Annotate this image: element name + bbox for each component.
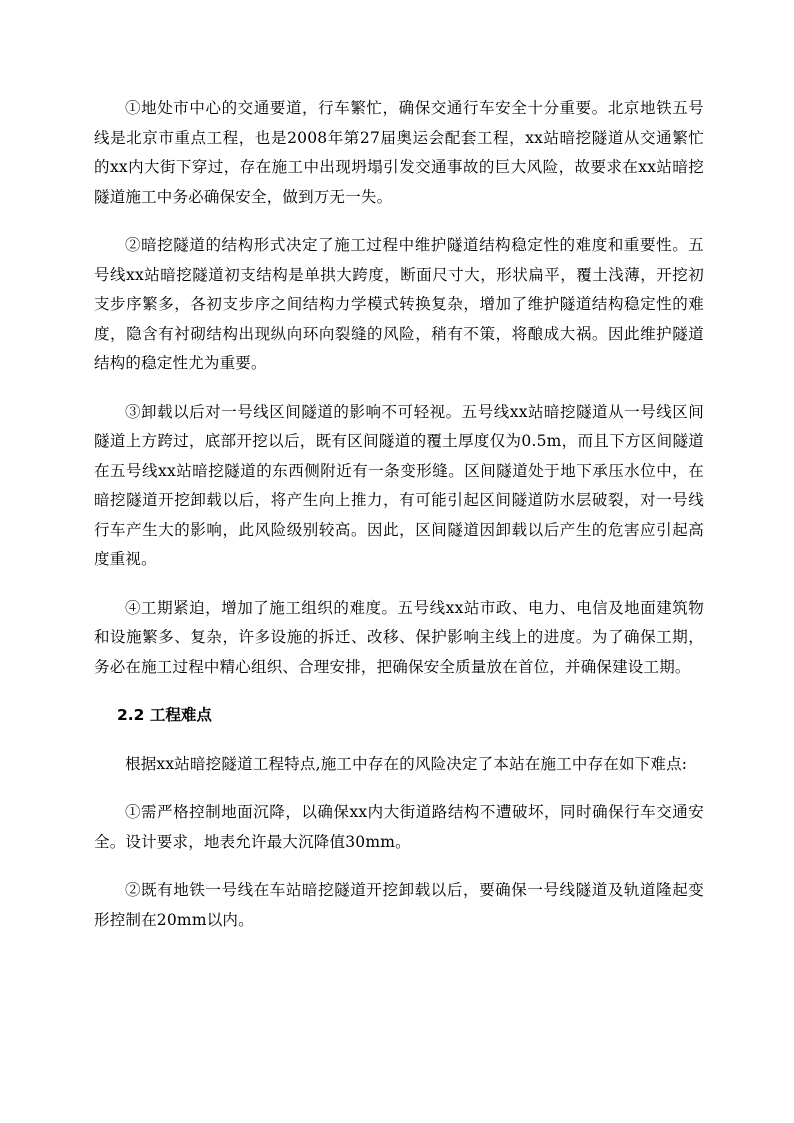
paragraph-traffic-safety: ①地处市中心的交通要道，行车繁忙，确保交通行车安全十分重要。北京地铁五号线是北京市重点工程，也是2008年第27届奥运会配套工程，xx站暗挖隧道从交通繁忙的xx内大街下穿过，存在施工中出现坍塌引发交通事故的巨大风险，故要求在xx站暗挖隧道施工中务必确保安全，做到万无一失。 bbox=[94, 99, 704, 206]
paragraph-difficulties-intro: 根据xx站暗挖隧道工程特点,施工中存在的风险决定了本站在施工中存在如下难点: bbox=[125, 754, 688, 773]
document-page bbox=[94, 94, 704, 935]
paragraph-uplift-control: ②既有地铁一号线在车站暗挖隧道开挖卸载以后，要确保一号线隧道及轨道隆起变形控制在20mm以内。 bbox=[94, 881, 704, 929]
paragraph-structure-stability: ②暗挖隧道的结构形式决定了施工过程中维护隧道结构稳定性的难度和重要性。五号线xx站暗挖隧道初支结构是单拱大跨度，断面尺寸大，形状扁平，覆土浅薄，开挖初支步序繁多，各初支步序之间结构力学模式转换复杂，增加了维护隧道结构稳定性的难度，隐含有衬砌结构出现纵向环向裂缝的风险，稍有不策，将酿成大祸。因此维护隧道结构的稳定性尤为重要。 bbox=[94, 236, 704, 372]
paragraph-gap bbox=[94, 575, 704, 594]
paragraph-gap bbox=[94, 731, 704, 750]
paragraph-gap bbox=[94, 212, 704, 231]
paragraph-gap bbox=[94, 779, 704, 798]
paragraph-gap bbox=[94, 682, 704, 701]
paragraph-schedule: ④工期紧迫，增加了施工组织的难度。五号线xx站市政、电力、电信及地面建筑物和设施繁多、复杂，许多设施的拆迁、改移、保护影响主线上的进度。为了确保工期，务必在施工过程中精心组织、合理安排，把确保安全质量放在首位，并确保建设工期。 bbox=[94, 598, 704, 676]
paragraph-settlement-control: ①需严格控制地面沉降，以确保xx内大街道路结构不遭破坏，同时确保行车交通安全。设计要求，地表允许最大沉降值30mm。 bbox=[94, 803, 704, 851]
paragraph-unloading-impact: ③卸载以后对一号线区间隧道的影响不可轻视。五号线xx站暗挖隧道从一号线区间隧道上方跨过，底部开挖以后，既有区间隧道的覆土厚度仅为0.5m，而且下方区间隧道在五号线xx站暗挖隧道的东西侧附近有一条变形缝。区间隧道处于地下承压水位中，在暗挖隧道开挖卸载以后，将产生向上推力，有可能引起区间隧道防水层破裂，对一号线行车产生大的影响，此风险级别较高。因此，区间隧道因卸载以后产生的危害应引起高度重视。 bbox=[94, 402, 704, 568]
paragraph-gap bbox=[94, 379, 704, 398]
paragraph-gap bbox=[94, 857, 704, 876]
section-heading: 2.2 工程难点 bbox=[117, 706, 212, 724]
